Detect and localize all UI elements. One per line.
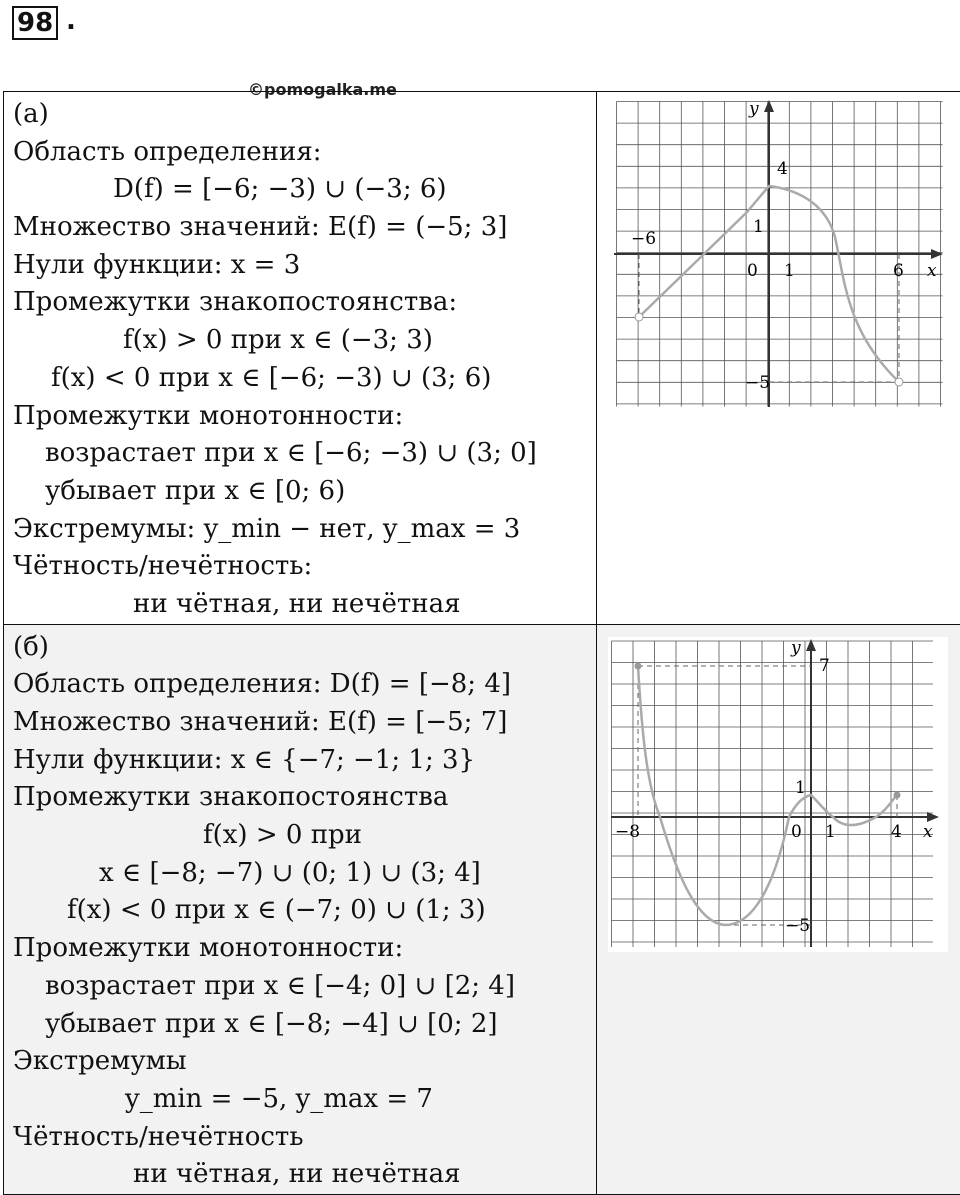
problem-number: 98 (12, 6, 58, 40)
graph-b-right-label: 4 (891, 822, 902, 842)
graph-b-left-label: −8 (615, 822, 640, 842)
domain-line: Область определения: D(f) = [−8; 4] (13, 666, 596, 704)
extrema-heading: Экстремумы (13, 1043, 596, 1081)
decreasing-line: убывает при x ∈ [−8; −4] ∪ [0; 2] (13, 1006, 596, 1044)
graph-a-left-label: −6 (631, 229, 656, 249)
graph-b-y-label: y (790, 638, 801, 658)
zeros-line: Нули функции: x = 3 (13, 247, 596, 285)
parity-value: ни чётная, ни нечётная (13, 586, 596, 624)
positive-set: x ∈ [−8; −7) ∪ (0; 1) ∪ (3; 4] (13, 855, 596, 893)
watermark: ©pomogalka.me (248, 80, 397, 99)
graph-b-origin-label: 0 (791, 822, 802, 842)
parity-value: ни чётная, ни нечётная (13, 1156, 596, 1194)
graph-a-x-arrow (931, 249, 943, 259)
part-b-text (4, 624, 597, 1194)
part-a-label: (а) (13, 96, 596, 134)
negative-line: f(x) < 0 при x ∈ (−7; 0) ∪ (1; 3) (13, 892, 596, 930)
sign-heading: Промежутки знакопостоянства: (13, 284, 596, 322)
graph-a-one-y: 1 (753, 217, 764, 237)
row-part-b (4, 624, 960, 1194)
graph-a-y-label: y (748, 99, 759, 119)
graph-b-one-x: 1 (825, 822, 836, 842)
graph-b-bottom-label: −5 (785, 916, 810, 936)
graph-b-top-label: 7 (819, 656, 830, 676)
graph-b-x-label: x (923, 822, 933, 842)
parity-heading: Чётность/нечётность: (13, 548, 596, 586)
range-line: Множество значений: E(f) = [−5; 7] (13, 704, 596, 742)
part-a-graph-cell (597, 92, 960, 625)
extrema-line: Экстремумы: y_min − нет, y_max = 3 (13, 511, 596, 549)
row-part-a (4, 92, 960, 625)
parity-heading: Чётность/нечётность (13, 1119, 596, 1157)
graph-b (597, 625, 960, 1187)
graph-a-x-label: x (927, 261, 937, 281)
graph-a-open-point (635, 313, 643, 321)
graph-a-top-label: 4 (777, 159, 788, 179)
domain-value: D(f) = [−6; −3) ∪ (−3; 6) (13, 171, 596, 209)
graph-a-bottom-label: −5 (745, 373, 770, 393)
graph-b-end-point (894, 791, 901, 798)
graph-a-right-label: 6 (893, 261, 904, 281)
monotonic-heading: Промежутки монотонности: (13, 398, 596, 436)
positive-line: f(x) > 0 при (13, 817, 596, 855)
part-b-label: (б) (13, 629, 596, 667)
part-b-graph-cell (597, 624, 960, 1194)
increasing-line: возрастает при x ∈ [−4; 0] ∪ [2; 4] (13, 968, 596, 1006)
domain-heading: Область определения: (13, 134, 596, 172)
range-line: Множество значений: E(f) = (−5; 3] (13, 209, 596, 247)
graph-b-start-point (635, 662, 642, 669)
graph-b-one-y: 1 (795, 778, 806, 798)
negative-line: f(x) < 0 при x ∈ [−6; −3) ∪ (3; 6) (13, 360, 596, 398)
positive-line: f(x) > 0 при x ∈ (−3; 3) (13, 322, 596, 360)
solution-table (3, 91, 960, 1195)
extrema-values: y_min = −5, y_max = 7 (13, 1081, 596, 1119)
decreasing-line: убывает при x ∈ [0; 6) (13, 473, 596, 511)
graph-a-one-x: 1 (784, 261, 795, 281)
zeros-line: Нули функции: x ∈ {−7; −1; 1; 3} (13, 742, 596, 780)
graph-a-end-point (895, 378, 903, 386)
sign-heading: Промежутки знакопостоянства (13, 779, 596, 817)
monotonic-heading: Промежутки монотонности: (13, 930, 596, 968)
increasing-line: возрастает при x ∈ [−6; −3) ∪ (3; 0] (13, 435, 596, 473)
problem-number-dot: . (66, 6, 76, 36)
graph-a-origin-label: 0 (747, 261, 758, 281)
part-a-text (4, 92, 597, 625)
graph-a (597, 92, 960, 617)
